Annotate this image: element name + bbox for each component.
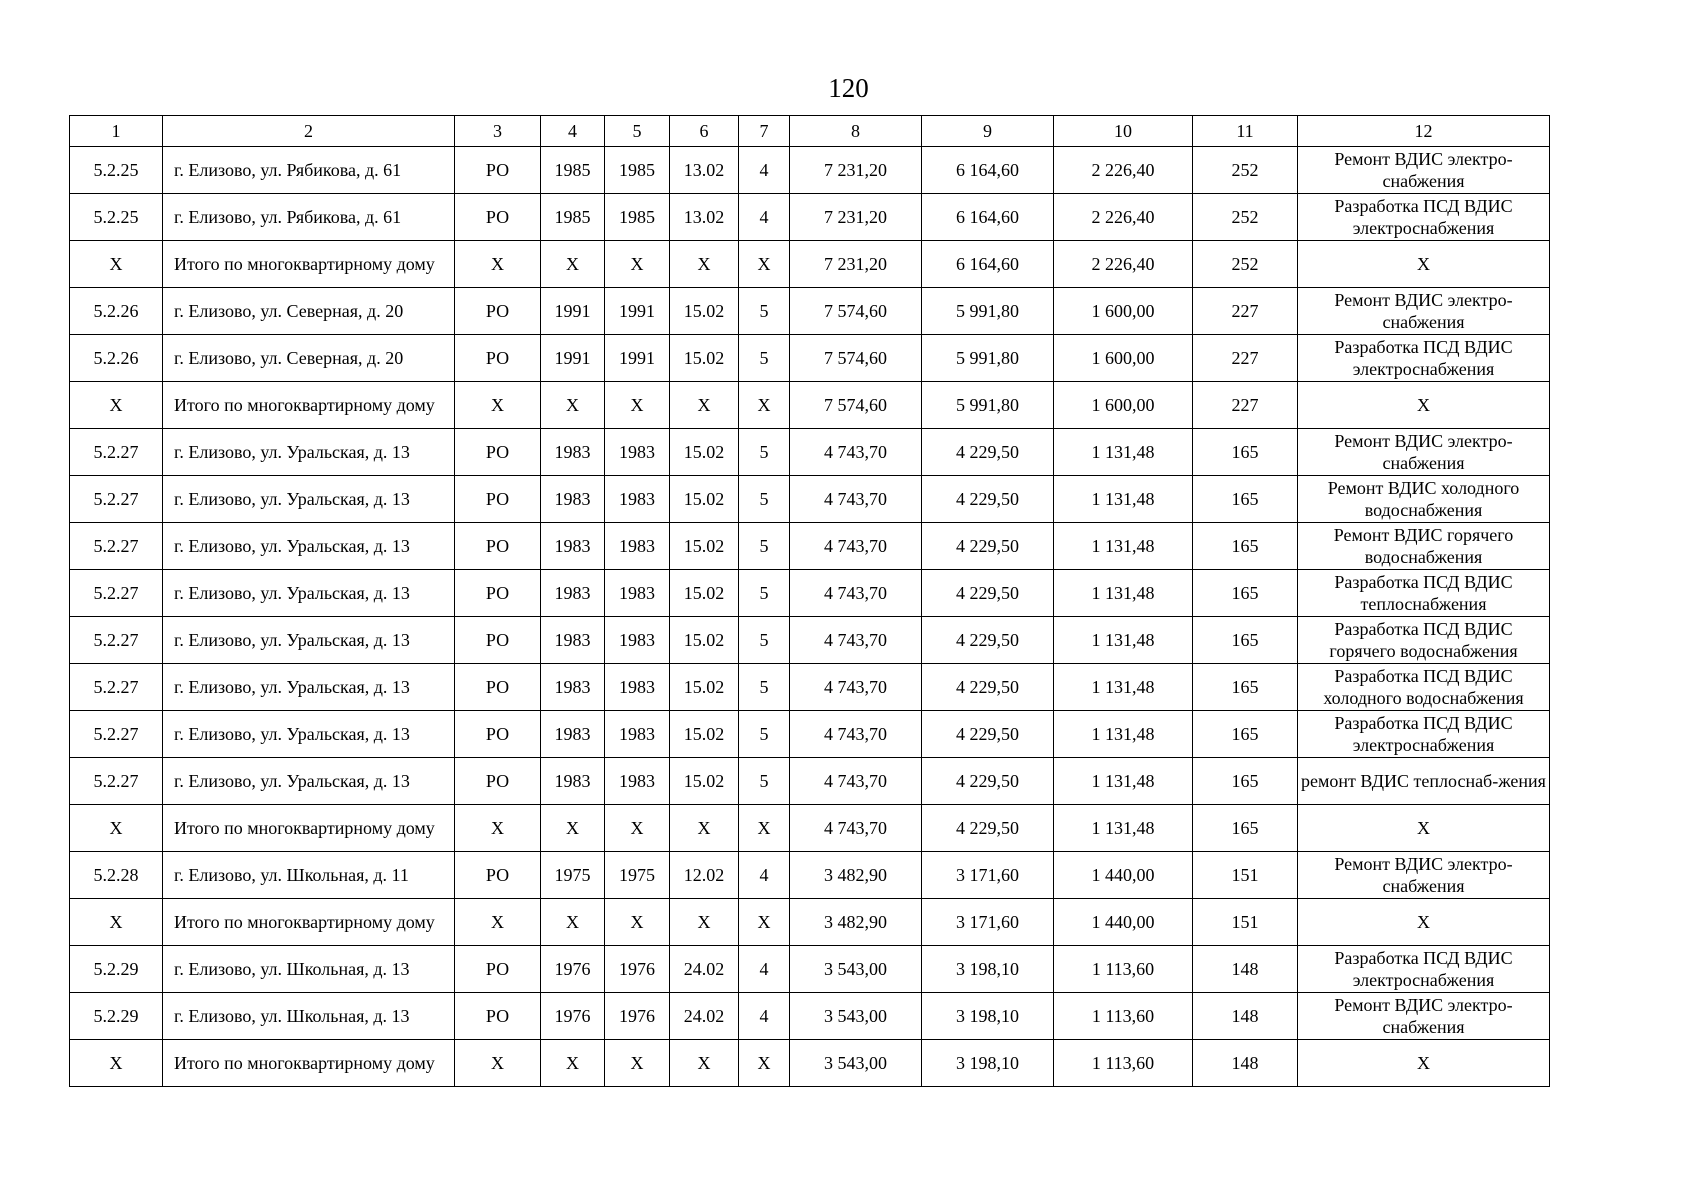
address-cell: г. Елизово, ул. Уральская, д. 13 bbox=[163, 523, 455, 570]
residents-cell: 165 bbox=[1193, 711, 1298, 758]
total-area-cell: 4 743,70 bbox=[790, 711, 922, 758]
total-area-cell: 3 543,00 bbox=[790, 946, 922, 993]
total-area-cell: 4 743,70 bbox=[790, 429, 922, 476]
method-cell: Х bbox=[455, 1040, 541, 1087]
row-number-cell: 5.2.26 bbox=[70, 288, 163, 335]
floors-cell: 4 bbox=[739, 852, 790, 899]
address-cell: г. Елизово, ул. Уральская, д. 13 bbox=[163, 664, 455, 711]
address-cell: г. Елизово, ул. Рябикова, д. 61 bbox=[163, 147, 455, 194]
work-type-cell: Ремонт ВДИС горячего водоснабжения bbox=[1298, 523, 1550, 570]
method-cell: РО bbox=[455, 711, 541, 758]
privatization-year-cell: 1983 bbox=[605, 758, 670, 805]
address-cell: г. Елизово, ул. Уральская, д. 13 bbox=[163, 758, 455, 805]
commissioning-year-cell: 1985 bbox=[541, 194, 605, 241]
commissioning-year-cell: 1983 bbox=[541, 570, 605, 617]
commissioning-year-cell: Х bbox=[541, 1040, 605, 1087]
column-header: 6 bbox=[670, 116, 739, 147]
row-number-cell: Х bbox=[70, 241, 163, 288]
work-type-cell: Разработка ПСД ВДИС теплоснабжения bbox=[1298, 570, 1550, 617]
residents-cell: 165 bbox=[1193, 805, 1298, 852]
total-area-cell: 4 743,70 bbox=[790, 476, 922, 523]
method-cell: РО bbox=[455, 617, 541, 664]
table-header-row bbox=[70, 116, 1550, 147]
residents-cell: 165 bbox=[1193, 664, 1298, 711]
floors-cell: 5 bbox=[739, 523, 790, 570]
living-area-cell: 4 229,50 bbox=[922, 758, 1054, 805]
address-cell: Итого по многоквартирному дому bbox=[163, 1040, 455, 1087]
row-number-cell: 5.2.25 bbox=[70, 194, 163, 241]
total-area-cell: 7 574,60 bbox=[790, 335, 922, 382]
residents-cell: 151 bbox=[1193, 899, 1298, 946]
living-area-cell: 4 229,50 bbox=[922, 664, 1054, 711]
residents-cell: 165 bbox=[1193, 429, 1298, 476]
table-row bbox=[70, 852, 1550, 899]
table-row bbox=[70, 758, 1550, 805]
commissioning-year-cell: 1983 bbox=[541, 664, 605, 711]
total-area-cell: 4 743,70 bbox=[790, 523, 922, 570]
capacity-code-cell: 15.02 bbox=[670, 288, 739, 335]
method-cell: РО bbox=[455, 429, 541, 476]
method-cell: РО bbox=[455, 288, 541, 335]
total-area-cell: 3 482,90 bbox=[790, 899, 922, 946]
method-cell: РО bbox=[455, 570, 541, 617]
living-area-cell: 4 229,50 bbox=[922, 711, 1054, 758]
address-cell: г. Елизово, ул. Уральская, д. 13 bbox=[163, 711, 455, 758]
row-number-cell: Х bbox=[70, 382, 163, 429]
column-header: 10 bbox=[1054, 116, 1193, 147]
method-cell: РО bbox=[455, 758, 541, 805]
nonliving-area-cell: 1 600,00 bbox=[1054, 288, 1193, 335]
address-cell: г. Елизово, ул. Северная, д. 20 bbox=[163, 335, 455, 382]
living-area-cell: 4 229,50 bbox=[922, 570, 1054, 617]
row-number-cell: Х bbox=[70, 1040, 163, 1087]
total-area-cell: 3 543,00 bbox=[790, 993, 922, 1040]
row-number-cell: 5.2.28 bbox=[70, 852, 163, 899]
total-area-cell: 7 574,60 bbox=[790, 382, 922, 429]
nonliving-area-cell: 2 226,40 bbox=[1054, 194, 1193, 241]
table-row bbox=[70, 429, 1550, 476]
floors-cell: 4 bbox=[739, 147, 790, 194]
living-area-cell: 5 991,80 bbox=[922, 382, 1054, 429]
work-type-cell: Х bbox=[1298, 1040, 1550, 1087]
work-type-cell: Ремонт ВДИС электро-снабжения bbox=[1298, 993, 1550, 1040]
table-row bbox=[70, 335, 1550, 382]
capacity-code-cell: 15.02 bbox=[670, 570, 739, 617]
commissioning-year-cell: 1983 bbox=[541, 523, 605, 570]
residents-cell: 252 bbox=[1193, 194, 1298, 241]
capacity-code-cell: Х bbox=[670, 382, 739, 429]
method-cell: РО bbox=[455, 335, 541, 382]
nonliving-area-cell: 1 113,60 bbox=[1054, 946, 1193, 993]
address-cell: г. Елизово, ул. Уральская, д. 13 bbox=[163, 476, 455, 523]
row-number-cell: 5.2.29 bbox=[70, 993, 163, 1040]
work-type-cell: Ремонт ВДИС электро-снабжения bbox=[1298, 147, 1550, 194]
living-area-cell: 4 229,50 bbox=[922, 476, 1054, 523]
living-area-cell: 4 229,50 bbox=[922, 429, 1054, 476]
privatization-year-cell: 1991 bbox=[605, 288, 670, 335]
nonliving-area-cell: 1 131,48 bbox=[1054, 523, 1193, 570]
method-cell: РО bbox=[455, 946, 541, 993]
column-header: 2 bbox=[163, 116, 455, 147]
commissioning-year-cell: 1976 bbox=[541, 946, 605, 993]
commissioning-year-cell: 1975 bbox=[541, 852, 605, 899]
table-row bbox=[70, 194, 1550, 241]
row-number-cell: 5.2.27 bbox=[70, 476, 163, 523]
method-cell: Х bbox=[455, 382, 541, 429]
living-area-cell: 3 198,10 bbox=[922, 1040, 1054, 1087]
total-area-cell: 4 743,70 bbox=[790, 617, 922, 664]
commissioning-year-cell: Х bbox=[541, 805, 605, 852]
nonliving-area-cell: 1 600,00 bbox=[1054, 335, 1193, 382]
method-cell: РО bbox=[455, 523, 541, 570]
total-area-cell: 4 743,70 bbox=[790, 570, 922, 617]
nonliving-area-cell: 1 131,48 bbox=[1054, 711, 1193, 758]
residents-cell: 165 bbox=[1193, 758, 1298, 805]
living-area-cell: 6 164,60 bbox=[922, 241, 1054, 288]
nonliving-area-cell: 1 131,48 bbox=[1054, 617, 1193, 664]
privatization-year-cell: 1983 bbox=[605, 617, 670, 664]
nonliving-area-cell: 1 131,48 bbox=[1054, 758, 1193, 805]
residents-cell: 227 bbox=[1193, 288, 1298, 335]
commissioning-year-cell: 1983 bbox=[541, 617, 605, 664]
method-cell: РО bbox=[455, 476, 541, 523]
method-cell: РО bbox=[455, 664, 541, 711]
capacity-code-cell: 24.02 bbox=[670, 946, 739, 993]
row-number-cell: 5.2.29 bbox=[70, 946, 163, 993]
row-number-cell: 5.2.27 bbox=[70, 711, 163, 758]
capacity-code-cell: 12.02 bbox=[670, 852, 739, 899]
column-header: 9 bbox=[922, 116, 1054, 147]
privatization-year-cell: 1976 bbox=[605, 946, 670, 993]
floors-cell: 5 bbox=[739, 664, 790, 711]
commissioning-year-cell: 1983 bbox=[541, 476, 605, 523]
nonliving-area-cell: 1 440,00 bbox=[1054, 852, 1193, 899]
privatization-year-cell: Х bbox=[605, 899, 670, 946]
floors-cell: 5 bbox=[739, 476, 790, 523]
work-type-cell: Разработка ПСД ВДИС холодного водоснабжения bbox=[1298, 664, 1550, 711]
work-type-cell: Разработка ПСД ВДИС электроснабжения bbox=[1298, 946, 1550, 993]
living-area-cell: 4 229,50 bbox=[922, 617, 1054, 664]
table-row bbox=[70, 241, 1550, 288]
residents-cell: 148 bbox=[1193, 1040, 1298, 1087]
row-number-cell: 5.2.26 bbox=[70, 335, 163, 382]
living-area-cell: 6 164,60 bbox=[922, 194, 1054, 241]
floors-cell: 5 bbox=[739, 758, 790, 805]
address-cell: Итого по многоквартирному дому bbox=[163, 382, 455, 429]
table-row bbox=[70, 664, 1550, 711]
capacity-code-cell: 13.02 bbox=[670, 147, 739, 194]
work-type-cell: Ремонт ВДИС электро-снабжения bbox=[1298, 852, 1550, 899]
floors-cell: 5 bbox=[739, 288, 790, 335]
floors-cell: 4 bbox=[739, 946, 790, 993]
residents-cell: 148 bbox=[1193, 993, 1298, 1040]
table-row bbox=[70, 288, 1550, 335]
privatization-year-cell: Х bbox=[605, 382, 670, 429]
privatization-year-cell: 1985 bbox=[605, 194, 670, 241]
nonliving-area-cell: 1 131,48 bbox=[1054, 476, 1193, 523]
address-cell: г. Елизово, ул. Школьная, д. 13 bbox=[163, 993, 455, 1040]
nonliving-area-cell: 2 226,40 bbox=[1054, 147, 1193, 194]
table-row bbox=[70, 476, 1550, 523]
privatization-year-cell: 1983 bbox=[605, 570, 670, 617]
method-cell: РО bbox=[455, 147, 541, 194]
nonliving-area-cell: 1 131,48 bbox=[1054, 664, 1193, 711]
commissioning-year-cell: 1976 bbox=[541, 993, 605, 1040]
floors-cell: 5 bbox=[739, 335, 790, 382]
living-area-cell: 5 991,80 bbox=[922, 288, 1054, 335]
residents-cell: 165 bbox=[1193, 476, 1298, 523]
column-header: 11 bbox=[1193, 116, 1298, 147]
total-area-cell: 7 231,20 bbox=[790, 241, 922, 288]
work-type-cell: Разработка ПСД ВДИС электроснабжения bbox=[1298, 194, 1550, 241]
total-area-cell: 7 574,60 bbox=[790, 288, 922, 335]
floors-cell: 5 bbox=[739, 711, 790, 758]
capacity-code-cell: Х bbox=[670, 1040, 739, 1087]
page-number: 120 bbox=[828, 73, 869, 103]
privatization-year-cell: 1983 bbox=[605, 711, 670, 758]
commissioning-year-cell: Х bbox=[541, 382, 605, 429]
row-number-cell: 5.2.27 bbox=[70, 429, 163, 476]
table-row bbox=[70, 993, 1550, 1040]
residents-cell: 165 bbox=[1193, 617, 1298, 664]
address-cell: г. Елизово, ул. Школьная, д. 11 bbox=[163, 852, 455, 899]
method-cell: РО bbox=[455, 993, 541, 1040]
row-number-cell: Х bbox=[70, 899, 163, 946]
work-type-cell: Х bbox=[1298, 382, 1550, 429]
floors-cell: 5 bbox=[739, 429, 790, 476]
capacity-code-cell: Х bbox=[670, 241, 739, 288]
commissioning-year-cell: 1985 bbox=[541, 147, 605, 194]
capacity-code-cell: 15.02 bbox=[670, 758, 739, 805]
table-row bbox=[70, 147, 1550, 194]
privatization-year-cell: 1983 bbox=[605, 523, 670, 570]
capacity-code-cell: Х bbox=[670, 805, 739, 852]
work-type-cell: Ремонт ВДИС холодного водоснабжения bbox=[1298, 476, 1550, 523]
residents-cell: 151 bbox=[1193, 852, 1298, 899]
nonliving-area-cell: 2 226,40 bbox=[1054, 241, 1193, 288]
nonliving-area-cell: 1 131,48 bbox=[1054, 570, 1193, 617]
capacity-code-cell: 15.02 bbox=[670, 335, 739, 382]
row-number-cell: Х bbox=[70, 805, 163, 852]
work-type-cell: Разработка ПСД ВДИС горячего водоснабжения bbox=[1298, 617, 1550, 664]
capacity-code-cell: 15.02 bbox=[670, 429, 739, 476]
table-row bbox=[70, 382, 1550, 429]
nonliving-area-cell: 1 131,48 bbox=[1054, 805, 1193, 852]
privatization-year-cell: 1985 bbox=[605, 147, 670, 194]
privatization-year-cell: 1976 bbox=[605, 993, 670, 1040]
capacity-code-cell: 15.02 bbox=[670, 523, 739, 570]
row-number-cell: 5.2.27 bbox=[70, 758, 163, 805]
work-type-cell: ремонт ВДИС теплоснаб-жения bbox=[1298, 758, 1550, 805]
residents-cell: 148 bbox=[1193, 946, 1298, 993]
commissioning-year-cell: 1983 bbox=[541, 711, 605, 758]
address-cell: г. Елизово, ул. Школьная, д. 13 bbox=[163, 946, 455, 993]
work-type-cell: Ремонт ВДИС электро-снабжения bbox=[1298, 429, 1550, 476]
living-area-cell: 3 171,60 bbox=[922, 899, 1054, 946]
row-number-cell: 5.2.25 bbox=[70, 147, 163, 194]
table-row bbox=[70, 617, 1550, 664]
total-area-cell: 4 743,70 bbox=[790, 758, 922, 805]
floors-cell: Х bbox=[739, 805, 790, 852]
privatization-year-cell: Х bbox=[605, 1040, 670, 1087]
address-cell: Итого по многоквартирному дому bbox=[163, 805, 455, 852]
total-area-cell: 7 231,20 bbox=[790, 147, 922, 194]
floors-cell: Х bbox=[739, 899, 790, 946]
residents-cell: 227 bbox=[1193, 335, 1298, 382]
table-body bbox=[70, 147, 1550, 1087]
nonliving-area-cell: 1 131,48 bbox=[1054, 429, 1193, 476]
living-area-cell: 3 171,60 bbox=[922, 852, 1054, 899]
floors-cell: Х bbox=[739, 1040, 790, 1087]
floors-cell: 5 bbox=[739, 617, 790, 664]
residents-cell: 165 bbox=[1193, 523, 1298, 570]
nonliving-area-cell: 1 440,00 bbox=[1054, 899, 1193, 946]
commissioning-year-cell: 1991 bbox=[541, 335, 605, 382]
total-area-cell: 7 231,20 bbox=[790, 194, 922, 241]
nonliving-area-cell: 1 113,60 bbox=[1054, 1040, 1193, 1087]
floors-cell: 4 bbox=[739, 993, 790, 1040]
capacity-code-cell: 15.02 bbox=[670, 664, 739, 711]
work-type-cell: Х bbox=[1298, 241, 1550, 288]
floors-cell: Х bbox=[739, 382, 790, 429]
table-row bbox=[70, 946, 1550, 993]
nonliving-area-cell: 1 600,00 bbox=[1054, 382, 1193, 429]
method-cell: РО bbox=[455, 852, 541, 899]
floors-cell: 5 bbox=[739, 570, 790, 617]
address-cell: г. Елизово, ул. Уральская, д. 13 bbox=[163, 429, 455, 476]
table-row bbox=[70, 805, 1550, 852]
address-cell: г. Елизово, ул. Уральская, д. 13 bbox=[163, 617, 455, 664]
work-type-cell: Разработка ПСД ВДИС электроснабжения bbox=[1298, 335, 1550, 382]
table-row bbox=[70, 570, 1550, 617]
work-type-cell: Х bbox=[1298, 899, 1550, 946]
work-type-cell: Разработка ПСД ВДИС электроснабжения bbox=[1298, 711, 1550, 758]
commissioning-year-cell: Х bbox=[541, 899, 605, 946]
living-area-cell: 5 991,80 bbox=[922, 335, 1054, 382]
method-cell: Х bbox=[455, 241, 541, 288]
living-area-cell: 4 229,50 bbox=[922, 805, 1054, 852]
privatization-year-cell: 1983 bbox=[605, 664, 670, 711]
table-row bbox=[70, 1040, 1550, 1087]
address-cell: г. Елизово, ул. Северная, д. 20 bbox=[163, 288, 455, 335]
capacity-code-cell: 15.02 bbox=[670, 476, 739, 523]
residents-cell: 252 bbox=[1193, 241, 1298, 288]
column-header: 4 bbox=[541, 116, 605, 147]
method-cell: Х bbox=[455, 899, 541, 946]
nonliving-area-cell: 1 113,60 bbox=[1054, 993, 1193, 1040]
column-header: 5 bbox=[605, 116, 670, 147]
row-number-cell: 5.2.27 bbox=[70, 523, 163, 570]
capacity-code-cell: 13.02 bbox=[670, 194, 739, 241]
work-type-cell: Ремонт ВДИС электро-снабжения bbox=[1298, 288, 1550, 335]
living-area-cell: 6 164,60 bbox=[922, 147, 1054, 194]
floors-cell: Х bbox=[739, 241, 790, 288]
column-header: 1 bbox=[70, 116, 163, 147]
living-area-cell: 3 198,10 bbox=[922, 946, 1054, 993]
column-header: 7 bbox=[739, 116, 790, 147]
method-cell: Х bbox=[455, 805, 541, 852]
floors-cell: 4 bbox=[739, 194, 790, 241]
living-area-cell: 4 229,50 bbox=[922, 523, 1054, 570]
table-row bbox=[70, 711, 1550, 758]
address-cell: Итого по многоквартирному дому bbox=[163, 899, 455, 946]
capacity-code-cell: 15.02 bbox=[670, 617, 739, 664]
column-header: 12 bbox=[1298, 116, 1550, 147]
privatization-year-cell: Х bbox=[605, 805, 670, 852]
capacity-code-cell: Х bbox=[670, 899, 739, 946]
commissioning-year-cell: 1991 bbox=[541, 288, 605, 335]
total-area-cell: 3 543,00 bbox=[790, 1040, 922, 1087]
privatization-year-cell: Х bbox=[605, 241, 670, 288]
residents-cell: 252 bbox=[1193, 147, 1298, 194]
address-cell: Итого по многоквартирному дому bbox=[163, 241, 455, 288]
work-type-cell: Х bbox=[1298, 805, 1550, 852]
privatization-year-cell: 1983 bbox=[605, 429, 670, 476]
total-area-cell: 3 482,90 bbox=[790, 852, 922, 899]
residents-cell: 227 bbox=[1193, 382, 1298, 429]
commissioning-year-cell: 1983 bbox=[541, 429, 605, 476]
privatization-year-cell: 1983 bbox=[605, 476, 670, 523]
commissioning-year-cell: 1983 bbox=[541, 758, 605, 805]
column-header: 3 bbox=[455, 116, 541, 147]
column-header: 8 bbox=[790, 116, 922, 147]
living-area-cell: 3 198,10 bbox=[922, 993, 1054, 1040]
capacity-code-cell: 15.02 bbox=[670, 711, 739, 758]
capacity-code-cell: 24.02 bbox=[670, 993, 739, 1040]
commissioning-year-cell: Х bbox=[541, 241, 605, 288]
method-cell: РО bbox=[455, 194, 541, 241]
address-cell: г. Елизово, ул. Рябикова, д. 61 bbox=[163, 194, 455, 241]
row-number-cell: 5.2.27 bbox=[70, 570, 163, 617]
table-row bbox=[70, 523, 1550, 570]
repair-registry-table bbox=[69, 115, 1550, 1087]
address-cell: г. Елизово, ул. Уральская, д. 13 bbox=[163, 570, 455, 617]
row-number-cell: 5.2.27 bbox=[70, 617, 163, 664]
total-area-cell: 4 743,70 bbox=[790, 664, 922, 711]
row-number-cell: 5.2.27 bbox=[70, 664, 163, 711]
table-row bbox=[70, 899, 1550, 946]
total-area-cell: 4 743,70 bbox=[790, 805, 922, 852]
residents-cell: 165 bbox=[1193, 570, 1298, 617]
privatization-year-cell: 1975 bbox=[605, 852, 670, 899]
privatization-year-cell: 1991 bbox=[605, 335, 670, 382]
